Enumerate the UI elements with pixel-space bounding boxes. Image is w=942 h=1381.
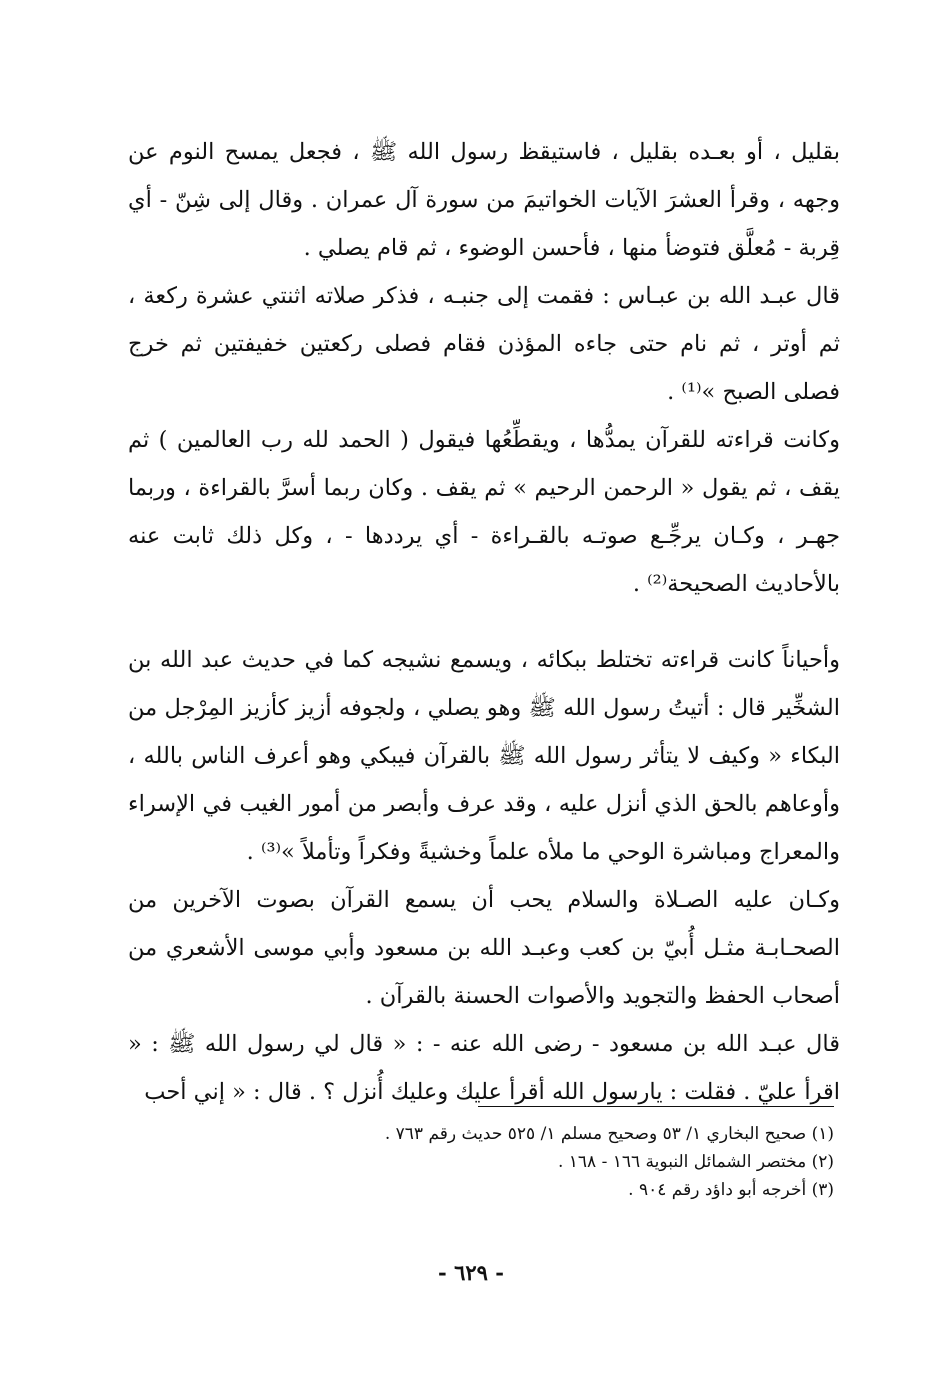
paragraph-6: قال عبـد الله بن مسعود - رضى الله عنه - : « قال لي رسول الله ﷺ : « اقرأ عليّ . فقلت : يارسول الله أقرأ عليك وعليك أُنزل ؟ . قال : « إني أحب (128, 1031, 840, 1105)
paragraph-5: وكـان عليه الصـلاة والسلام يحب أن يسمع القرآن بصوت الآخرين من الصحـابـة مثـل أُبيّ بن كعب وعبـد الله بن مسعود وأبي موسى الأشعري من أصحاب الحفظ والتجويد والأصوات الحسنة بالقرآن . (128, 887, 840, 1009)
main-text-block (128, 128, 840, 1116)
footnote-1: (١) صحيح البخاري ١/ ٥٣ وصحيح مسلم ١/ ٥٢٥ حديث رقم ٧٦٣ . (384, 1124, 834, 1144)
footnotes (140, 1120, 834, 1204)
paragraph-3: وكانت قراءته للقرآن يمدُّها ، ويقطِّعُها فيقول ( الحمد لله رب العالمين ) ثم يقف ، ثم يقول « الرحمن الرحيم » ثم يقف . وكان ربما أسرَّ بالقراءة ، وربما جهـر ، وكـان يرجِّـع صوتـه بالقـراءة - أي يرددها - ، وكل ذلك ثابت عنه بالأحاديث الصحيحة⁽²⁾ . (128, 427, 840, 597)
paragraph-2: قال عبـد الله بن عبـاس : فقمت إلى جنبـه ، فذكر صلاته اثنتي عشرة ركعة ، ثم أوتر ، ثم نام حتى جاءه المؤذن فقام فصلى ركعتين خفيفتين ثم خرج فصلى الصبح »⁽¹⁾ . (128, 283, 840, 405)
page-number: - ٦٢٩ - (438, 1260, 504, 1285)
footnote-3: (٣) أخرجه أبو داؤد رقم ٩٠٤ . (628, 1180, 834, 1200)
paragraph-1: بقليل ، أو بعـده بقليل ، فاستيقظ رسول الله ﷺ ، فجعل يمسح النوم عن وجهه ، وقرأ العشرَ الآيات الخواتيمَ من سورة آل عمران . وقال إلى شِنّ - أي قِربة - مُعلَّق فتوضأ منها ، فأحسن الوضوء ، ثم قام يصلي . (128, 139, 840, 261)
footnote-2: (٢) مختصر الشمائل النبوية ١٦٦ - ١٦٨ . (557, 1152, 834, 1172)
paragraph-4: وأحياناً كانت قراءته تختلط ببكائه ، ويسمع نشيجه كما في حديث عبد الله بن الشخِّير قال : أتيتُ رسول الله ﷺ وهو يصلي ، ولجوفه أزيز كأزيز المِرْجل من البكاء « وكيف لا يتأثر رسول الله ﷺ بالقرآن فيبكي وهو أعرف الناس بالله ، وأوعاهم بالحق الذي أنزل عليه ، وقد عرف وأبصر من أمور الغيب في الإسراء والمعراج ومباشرة الوحي ما ملأه علماً وخشيةً وفكراً وتأملاً »⁽³⁾ . (128, 647, 840, 865)
footnote-separator (478, 1106, 834, 1107)
